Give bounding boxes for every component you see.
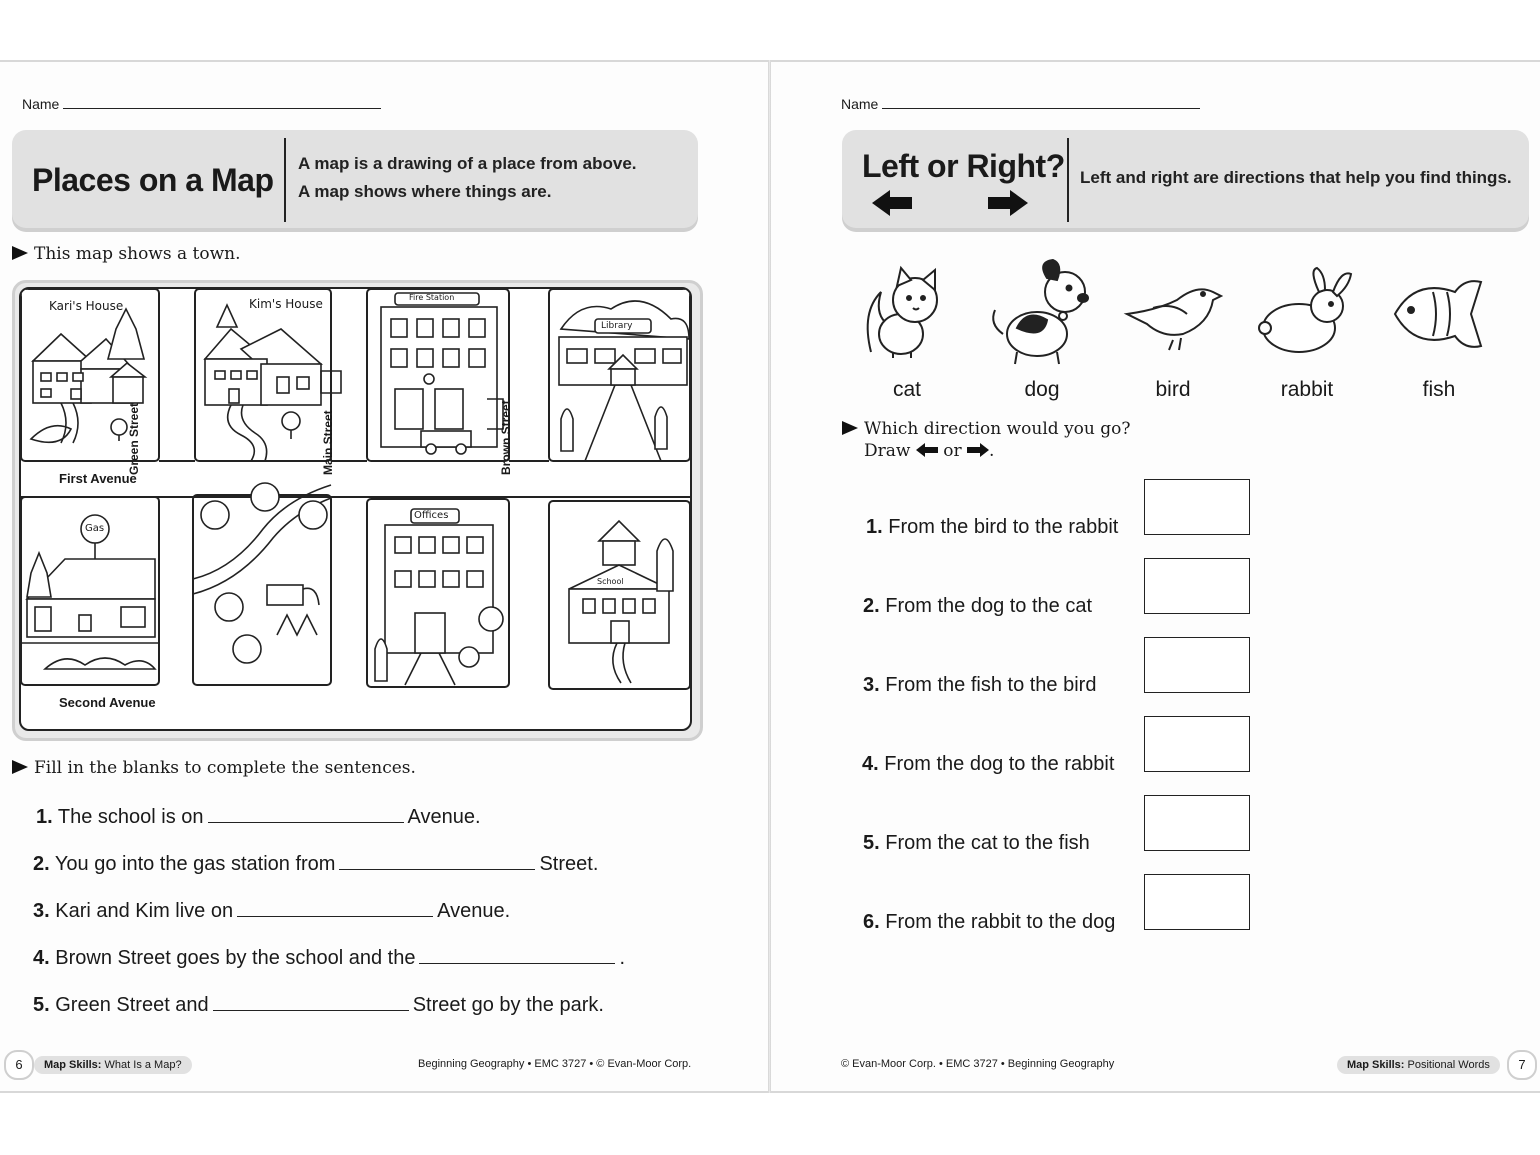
name-rule[interactable] — [63, 98, 381, 109]
label-brown-street: Brown Street — [499, 400, 513, 475]
animal-bird — [1123, 274, 1223, 402]
label-first-avenue: First Avenue — [59, 471, 137, 486]
fill-prompt: Fill in the blanks to complete the sentences. — [12, 758, 416, 778]
label-kims-house: Kim's House — [249, 297, 323, 311]
question-2: 2. From the dog to the cat — [863, 595, 1093, 617]
page-number-left: 6 — [4, 1050, 34, 1080]
title-banner-left — [12, 130, 698, 228]
animal-label: rabbit — [1280, 378, 1334, 401]
answer-box-4[interactable] — [1144, 716, 1250, 772]
animal-cat — [857, 262, 957, 402]
name-rule[interactable] — [882, 98, 1200, 109]
blurb-line-2: A map shows where things are. — [298, 182, 552, 201]
question-5: 5. From the cat to the fish — [863, 832, 1090, 854]
answer-box-2[interactable] — [1144, 558, 1250, 614]
fill-item-3: 3. Kari and Kim live on Avenue. — [33, 896, 510, 923]
answer-box-5[interactable] — [1144, 795, 1250, 851]
right-arrow-icon — [967, 443, 989, 457]
right-page — [771, 62, 1540, 1092]
animal-label: fish — [1422, 378, 1456, 401]
arrow-bullet-icon — [12, 760, 28, 774]
answer-blank[interactable] — [419, 943, 615, 964]
animal-label: bird — [1155, 378, 1191, 401]
question-6: 6. From the rabbit to the dog — [863, 911, 1116, 933]
label-fire-station: Fire Station — [409, 293, 455, 302]
arrow-bullet-icon — [842, 421, 858, 435]
footer-topic-tab-right: Map Skills: Positional Words — [1337, 1056, 1500, 1074]
page-number-right: 7 — [1507, 1050, 1537, 1080]
name-field-right[interactable] — [841, 96, 1200, 112]
question-3: 3. From the fish to the bird — [863, 674, 1097, 696]
footer-credit-right: © Evan-Moor Corp. • EMC 3727 • Beginning Geography — [841, 1058, 1115, 1070]
title-banner-right — [842, 130, 1529, 228]
answer-blank[interactable] — [208, 802, 404, 823]
left-page — [0, 62, 768, 1092]
banner-divider — [284, 138, 286, 222]
name-field-left[interactable] — [22, 96, 381, 112]
fish-icon — [1389, 274, 1489, 354]
question-4: 4. From the dog to the rabbit — [862, 753, 1115, 775]
label-library: Library — [601, 321, 633, 331]
fill-item-1: 1. The school is on Avenue. — [36, 802, 481, 829]
label-karis-house: Kari's House — [49, 299, 124, 313]
label-green-street: Green Street — [127, 402, 141, 475]
answer-blank[interactable] — [237, 896, 433, 917]
left-arrow-icon — [916, 443, 938, 457]
name-label: Name — [841, 96, 879, 112]
answer-blank[interactable] — [213, 990, 409, 1011]
banner-divider — [1067, 138, 1069, 222]
label-main-street: Main Street — [321, 410, 335, 475]
bird-icon — [1123, 274, 1223, 354]
name-label: Name — [22, 96, 60, 112]
left-arrow-icon — [872, 190, 912, 216]
town-map — [19, 287, 692, 731]
answer-box-3[interactable] — [1144, 637, 1250, 693]
blurb-line-1: A map is a drawing of a place from above. — [298, 154, 637, 173]
label-second-avenue: Second Avenue — [59, 695, 156, 710]
right-arrow-icon — [988, 190, 1028, 216]
banner-blurb — [298, 150, 637, 206]
cat-icon — [857, 262, 957, 362]
fill-item-4: 4. Brown Street goes by the school and the . — [33, 943, 625, 970]
animal-rabbit — [1255, 266, 1359, 402]
map-prompt: This map shows a town. — [12, 244, 241, 264]
footer-credit-left: Beginning Geography • EMC 3727 • © Evan-Moor Corp. — [418, 1058, 692, 1070]
footer-topic-tab-left: Map Skills: What Is a Map? — [34, 1056, 192, 1074]
arrow-bullet-icon — [12, 246, 28, 260]
page-title: Left or Right? — [862, 148, 1065, 184]
direction-prompt: Which direction would you go? Draw or . — [842, 418, 1131, 462]
fill-item-5: 5. Green Street and Street go by the park. — [33, 990, 604, 1017]
fill-item-2: 2. You go into the gas station from Street. — [33, 849, 598, 876]
label-school: School — [597, 577, 624, 586]
page-title: Places on a Map — [32, 162, 274, 198]
banner-blurb: Left and right are directions that help you find things. — [1080, 168, 1512, 187]
dog-icon — [987, 258, 1097, 368]
rabbit-icon — [1255, 266, 1359, 358]
fire-station-icon — [381, 293, 503, 454]
animal-fish — [1389, 274, 1489, 402]
label-gas: Gas — [85, 523, 105, 534]
answer-box-6[interactable] — [1144, 874, 1250, 930]
answer-blank[interactable] — [339, 849, 535, 870]
animal-label: cat — [892, 378, 921, 401]
animal-dog — [987, 258, 1097, 402]
answer-box-1[interactable] — [1144, 479, 1250, 535]
animal-label: dog — [1024, 378, 1060, 401]
town-map-drawing — [21, 289, 690, 729]
label-offices: Offices — [414, 510, 449, 521]
question-1: 1. From the bird to the rabbit — [866, 516, 1119, 538]
